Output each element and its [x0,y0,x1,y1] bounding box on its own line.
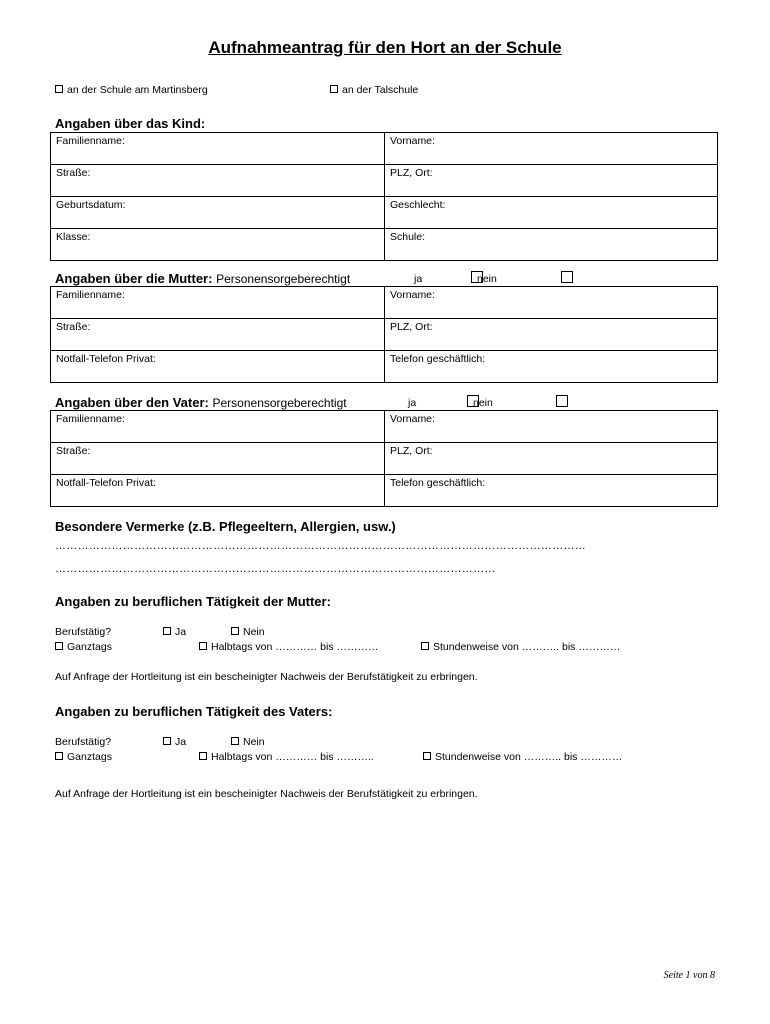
field-vorname[interactable]: Vorname: [385,133,718,165]
page-title: Aufnahmeantrag für den Hort an der Schule [208,38,562,57]
field-vorname[interactable]: Vorname: [385,411,718,443]
page-number: Seite 1 von 8 [663,970,715,981]
berufstaetig-label: Berufstätig? [55,626,112,638]
beruf-mutter-heading: Angaben zu beruflichen Tätigkeit der Mutter: [55,594,331,609]
checkbox-icon[interactable] [199,642,207,650]
checkbox-icon[interactable] [55,642,63,650]
field-strasse[interactable]: Straße: [51,165,385,197]
mutter-nein-label: nein [477,273,497,285]
field-strasse[interactable]: Straße: [51,443,385,475]
vater-berufstaetig-ja[interactable]: Ja [163,736,186,748]
vater-ganztags[interactable]: Ganztags [55,751,112,763]
mutter-heading: Angaben über die Mutter: Personensorgeberechtigt [55,271,351,286]
field-vorname[interactable]: Vorname: [385,287,718,319]
table-row [51,475,718,507]
school-option-martinsberg[interactable]: an der Schule am Martinsberg [55,84,208,96]
field-schule[interactable]: Schule: [385,229,718,261]
checkbox-icon[interactable] [231,627,239,635]
mutter-table [50,286,718,383]
mutter-berufstaetig-nein[interactable]: Nein [231,626,265,638]
field-plz-ort[interactable]: PLZ, Ort: [385,319,718,351]
field-plz-ort[interactable]: PLZ, Ort: [385,165,718,197]
field-plz-ort[interactable]: PLZ, Ort: [385,443,718,475]
field-familienname[interactable]: Familienname: [51,411,385,443]
field-familienname[interactable]: Familienname: [51,287,385,319]
checkbox-icon[interactable] [55,752,63,760]
table-row [51,319,718,351]
mutter-halbtags[interactable]: Halbtags von ………… bis ………… [199,641,378,653]
field-geburtsdatum[interactable]: Geburtsdatum: [51,197,385,229]
field-strasse[interactable]: Straße: [51,319,385,351]
table-row [51,165,718,197]
vermerke-heading: Besondere Vermerke (z.B. Pflegeeltern, Allergien, usw.) [55,519,396,534]
table-row [51,197,718,229]
checkbox-icon[interactable] [55,85,63,93]
checkbox-icon[interactable] [423,752,431,760]
mutter-nein-checkbox[interactable] [561,271,573,283]
vater-halbtags[interactable]: Halbtags von ………… bis ……….. [199,751,374,763]
field-notfall-telefon[interactable]: Notfall-Telefon Privat: [51,475,385,507]
table-row [51,351,718,383]
mutter-ganztags[interactable]: Ganztags [55,641,112,653]
mutter-nachweis-hinweis: Auf Anfrage der Hortleitung ist ein bescheinigter Nachweis der Berufstätigkeit zu erbringen. [55,671,478,683]
field-telefon-geschaeftlich[interactable]: Telefon geschäftlich: [385,351,718,383]
field-geschlecht[interactable]: Geschlecht: [385,197,718,229]
mutter-berufstaetig-ja[interactable]: Ja [163,626,186,638]
table-row [51,133,718,165]
school-option-talschule[interactable]: an der Talschule [330,84,418,96]
field-telefon-geschaeftlich[interactable]: Telefon geschäftlich: [385,475,718,507]
checkbox-icon[interactable] [231,737,239,745]
checkbox-icon[interactable] [163,737,171,745]
checkbox-icon[interactable] [199,752,207,760]
vater-berufstaetig-nein[interactable]: Nein [231,736,265,748]
table-row [51,443,718,475]
checkbox-icon[interactable] [330,85,338,93]
checkbox-icon[interactable] [421,642,429,650]
berufstaetig-label: Berufstätig? [55,736,112,748]
table-row [51,411,718,443]
table-row [51,287,718,319]
mutter-ja-label: ja [414,273,423,285]
field-notfall-telefon[interactable]: Notfall-Telefon Privat: [51,351,385,383]
kind-heading: Angaben über das Kind: [55,116,206,131]
beruf-vater-heading: Angaben zu beruflichen Tätigkeit des Vaters: [55,704,333,719]
mutter-stundenweise[interactable]: Stundenweise von ……….. bis ………… [421,641,620,653]
checkbox-icon[interactable] [163,627,171,635]
vater-heading: Angaben über den Vater: Personensorgeberechtigt [55,395,347,410]
kind-table [50,132,718,261]
table-row [51,229,718,261]
vater-stundenweise[interactable]: Stundenweise von ……….. bis ………… [423,751,622,763]
field-klasse[interactable]: Klasse: [51,229,385,261]
vermerke-line-2[interactable]: ……………………………………………………………………………………………………… [55,563,496,575]
vermerke-line-1[interactable]: …………………………………………………………………………………………………………………………… [55,540,587,552]
vater-nein-label: nein [473,397,493,409]
vater-ja-label: ja [408,397,417,409]
vater-table [50,410,718,507]
vater-nachweis-hinweis: Auf Anfrage der Hortleitung ist ein bescheinigter Nachweis der Berufstätigkeit zu erbringen. [55,788,478,800]
field-familienname[interactable]: Familienname: [51,133,385,165]
vater-nein-checkbox[interactable] [556,395,568,407]
